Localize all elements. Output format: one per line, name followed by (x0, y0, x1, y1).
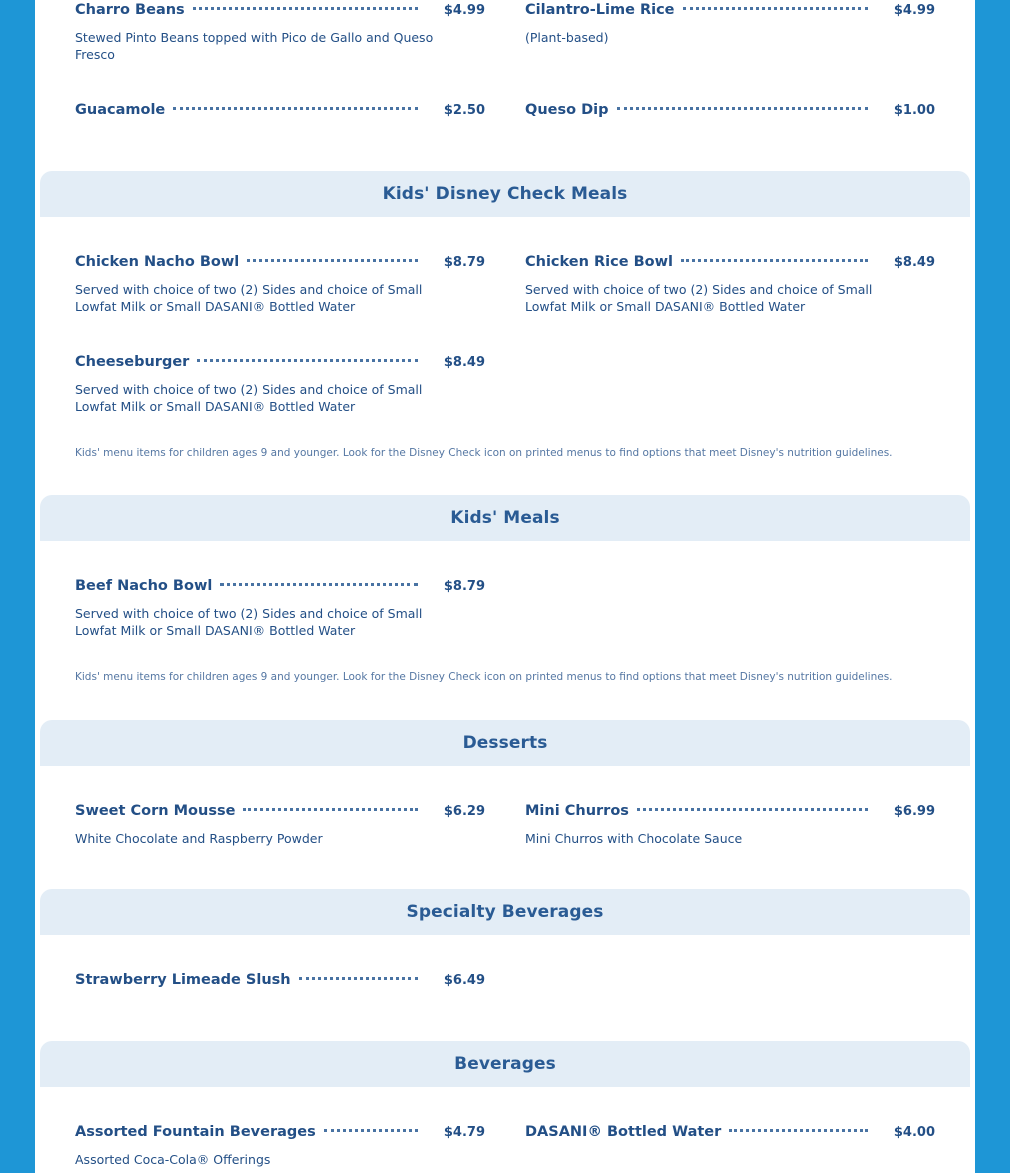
item-price: $6.29 (443, 804, 485, 819)
item-price: $4.99 (893, 3, 935, 18)
section-title: Kids' Meals (450, 508, 560, 528)
menu-item-mini-churros[interactable] (525, 803, 935, 847)
item-price: $8.79 (443, 579, 485, 594)
item-price: $8.79 (443, 255, 485, 270)
item-name: Assorted Fountain Beverages (75, 1124, 316, 1140)
dot-leader (637, 808, 868, 811)
item-name: Cilantro-Lime Rice (525, 2, 675, 18)
kids-menu-note: Kids' menu items for children ages 9 and younger. Look for the Disney Check icon on printed menus to find options that meet Disney's nutrition guidelines. (75, 447, 893, 459)
item-description: Served with choice of two (2) Sides and choice of Small Lowfat Milk or Small DASANI® Bottled Water (75, 606, 423, 638)
item-description: Mini Churros with Chocolate Sauce (525, 831, 743, 846)
item-name: DASANI® Bottled Water (525, 1124, 722, 1140)
item-price: $8.49 (893, 255, 935, 270)
item-description: Served with choice of two (2) Sides and choice of Small Lowfat Milk or Small DASANI® Bottled Water (75, 282, 423, 314)
item-description: Stewed Pinto Beans topped with Pico de Gallo and Queso Fresco (75, 30, 434, 62)
item-name: Mini Churros (525, 803, 629, 819)
menu-item-assorted-fountain-beverages[interactable] (75, 1124, 485, 1168)
kids-menu-note: Kids' menu items for children ages 9 and younger. Look for the Disney Check icon on printed menus to find options that meet Disney's nutrition guidelines. (75, 671, 893, 683)
item-name: Sweet Corn Mousse (75, 803, 236, 819)
item-price: $1.00 (893, 103, 935, 118)
item-name: Strawberry Limeade Slush (75, 972, 291, 988)
item-price: $2.50 (443, 103, 485, 118)
menu-item-chicken-nacho-bowl[interactable] (75, 254, 485, 315)
item-description: White Chocolate and Raspberry Powder (75, 831, 323, 846)
section-title: Specialty Beverages (406, 902, 604, 922)
menu-item-charro-beans[interactable] (75, 2, 485, 63)
section-title: Beverages (454, 1054, 556, 1074)
section-header-kids-meals (40, 495, 970, 541)
item-name: Charro Beans (75, 2, 185, 18)
section-title: Desserts (462, 733, 548, 753)
item-price: $8.49 (443, 355, 485, 370)
item-price: $4.99 (443, 3, 485, 18)
item-name: Queso Dip (525, 102, 609, 118)
dot-leader (729, 1129, 868, 1132)
item-price: $6.49 (443, 973, 485, 988)
menu-item-sweet-corn-mousse[interactable] (75, 803, 485, 847)
menu-item-cheeseburger[interactable] (75, 354, 485, 415)
menu-item-strawberry-limeade-slush[interactable] (75, 972, 485, 996)
dot-leader (243, 808, 417, 811)
dot-leader (197, 359, 418, 362)
item-name: Chicken Rice Bowl (525, 254, 673, 270)
dot-leader (681, 259, 868, 262)
section-header-beverages (40, 1041, 970, 1087)
item-description: Assorted Coca-Cola® Offerings (75, 1152, 271, 1167)
dot-leader (324, 1129, 418, 1132)
item-name: Beef Nacho Bowl (75, 578, 213, 594)
dot-leader (299, 977, 418, 980)
dot-leader (193, 7, 418, 10)
menu-item-beef-nacho-bowl[interactable] (75, 578, 485, 639)
dot-leader (173, 107, 418, 110)
section-header-kids-disney-check-meals (40, 171, 970, 217)
item-description: (Plant-based) (525, 30, 609, 45)
dot-leader (683, 7, 868, 10)
menu-item-cilantro-lime-rice[interactable] (525, 2, 935, 46)
section-header-desserts (40, 720, 970, 766)
section-title: Kids' Disney Check Meals (382, 184, 628, 204)
item-description: Served with choice of two (2) Sides and choice of Small Lowfat Milk or Small DASANI® Bottled Water (525, 282, 873, 314)
item-description: Served with choice of two (2) Sides and choice of Small Lowfat Milk or Small DASANI® Bottled Water (75, 382, 423, 414)
menu-item-chicken-rice-bowl[interactable] (525, 254, 935, 315)
section-header-specialty-beverages (40, 889, 970, 935)
menu-item-guacamole[interactable] (75, 102, 485, 126)
item-price: $4.00 (893, 1125, 935, 1140)
dot-leader (617, 107, 868, 110)
item-price: $4.79 (443, 1125, 485, 1140)
item-name: Guacamole (75, 102, 166, 118)
dot-leader (220, 583, 418, 586)
item-price: $6.99 (893, 804, 935, 819)
item-name: Chicken Nacho Bowl (75, 254, 240, 270)
menu-panel (35, 0, 975, 1173)
menu-item-queso-dip[interactable] (525, 102, 935, 126)
item-name: Cheeseburger (75, 354, 190, 370)
dot-leader (247, 259, 418, 262)
menu-item-dasani-bottled-water[interactable] (525, 1124, 935, 1148)
